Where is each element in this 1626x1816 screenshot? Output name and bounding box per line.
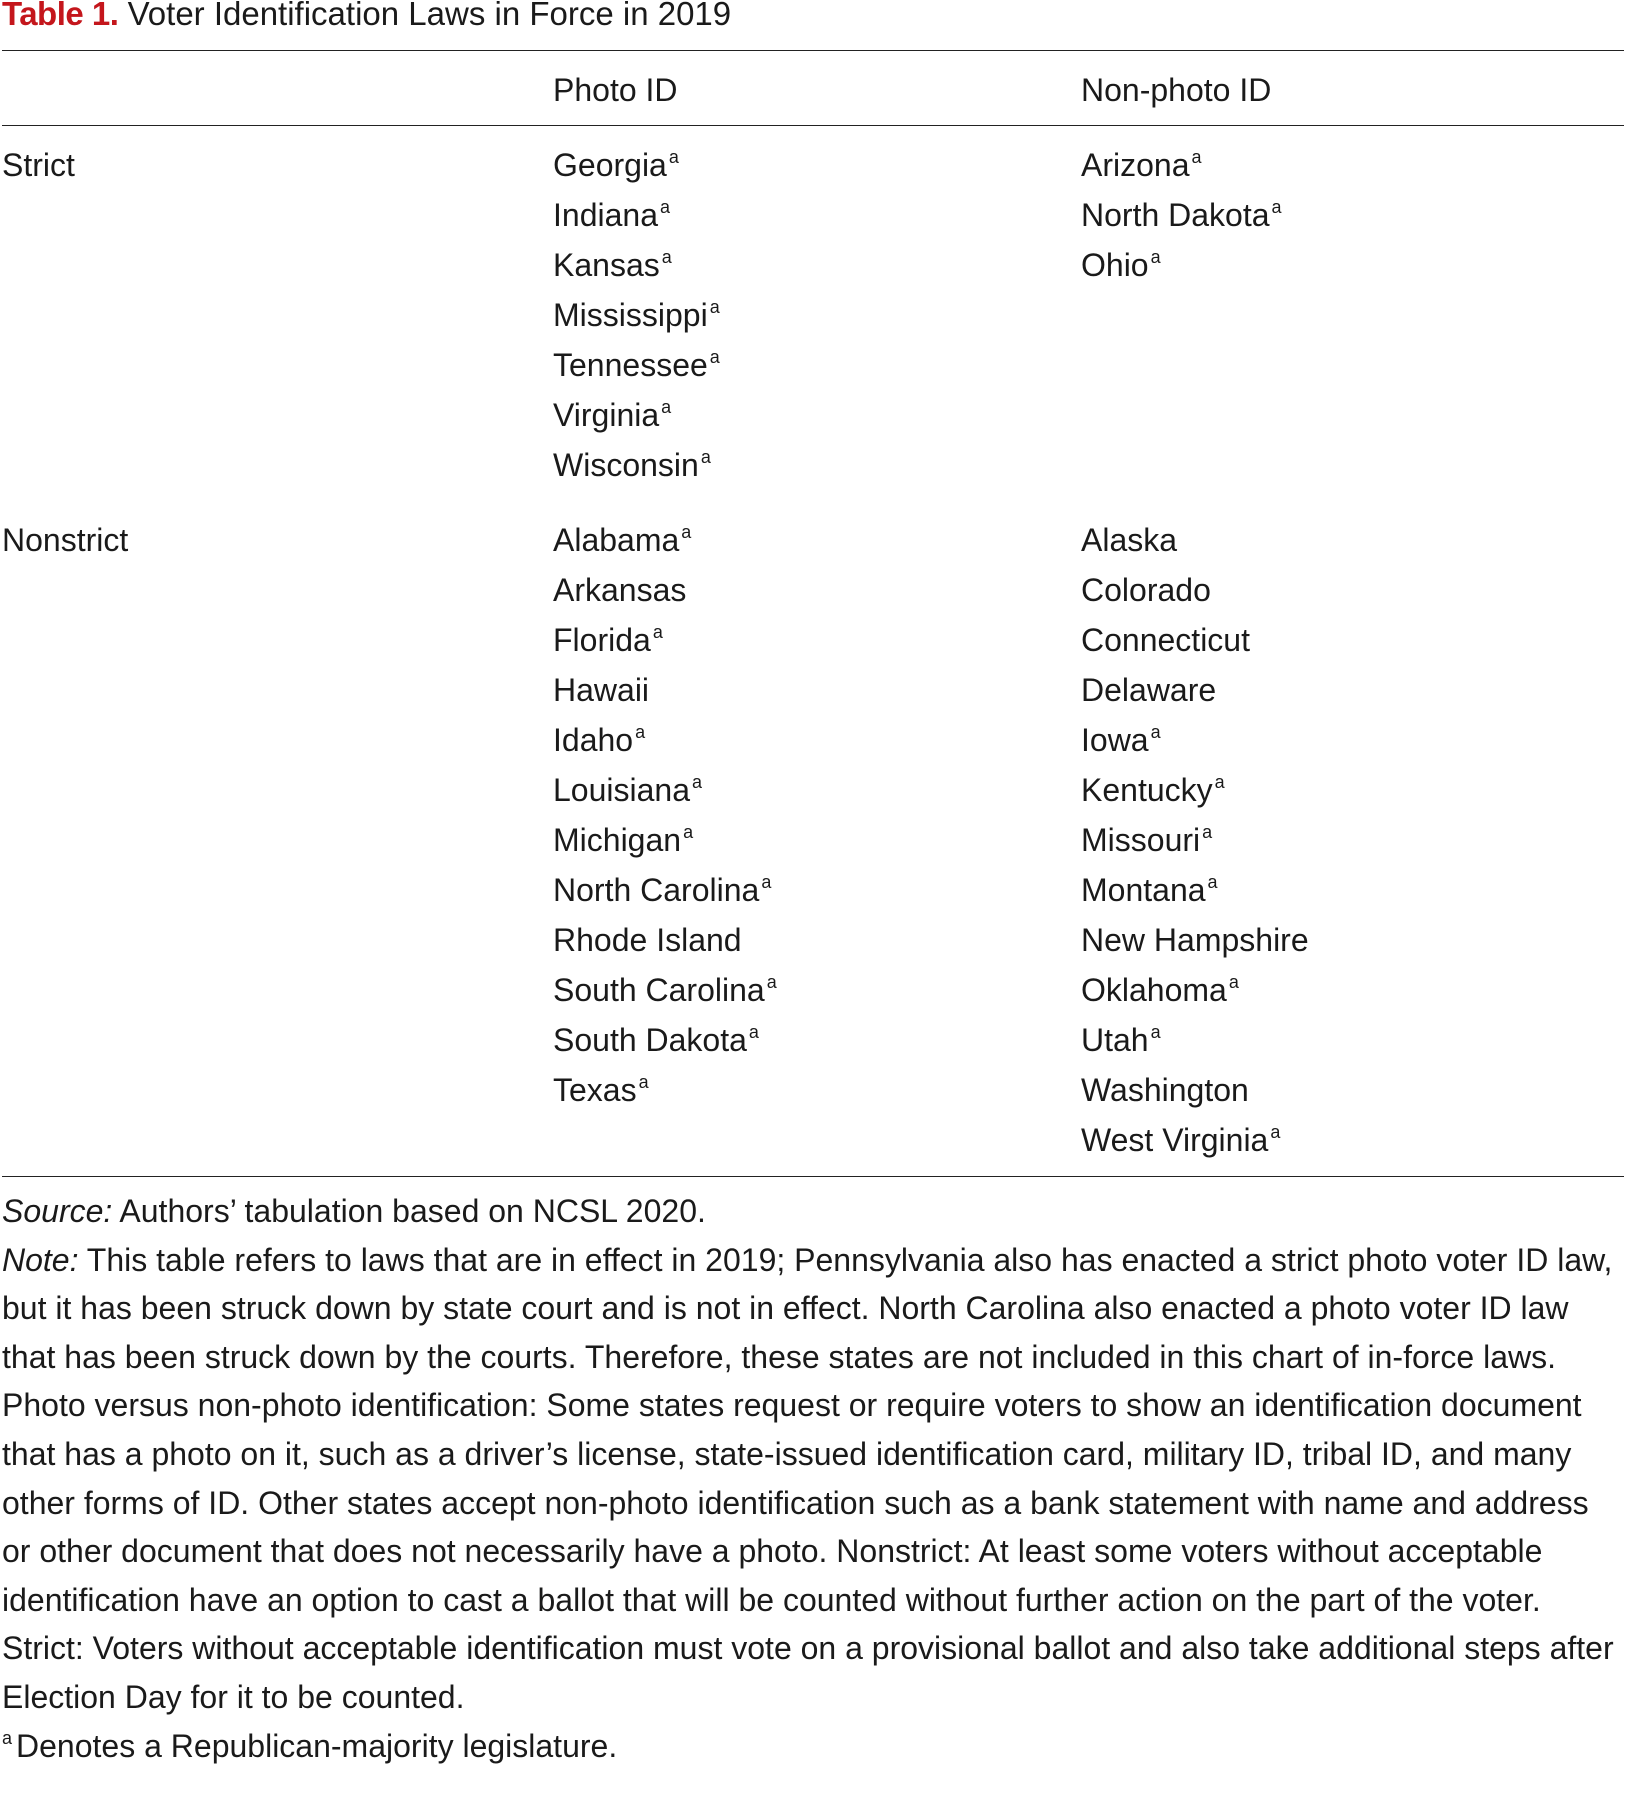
state-entry xyxy=(1081,615,1309,665)
state-name: South Dakota xyxy=(553,1022,747,1058)
state-entry xyxy=(1081,565,1309,615)
footnote xyxy=(2,1722,1624,1776)
state-name: Texas xyxy=(553,1072,637,1108)
state-entry xyxy=(1081,765,1309,815)
republican-majority-mark: a xyxy=(659,197,670,217)
state-entry xyxy=(553,290,720,340)
table-number: Table 1. xyxy=(2,0,119,32)
state-entry xyxy=(1081,1015,1309,1065)
state-entry xyxy=(553,765,777,815)
state-name: Iowa xyxy=(1081,722,1149,758)
republican-majority-mark: a xyxy=(1271,197,1282,217)
state-name: Kentucky xyxy=(1081,772,1213,808)
state-name: New Hampshire xyxy=(1081,922,1309,958)
nonstrict-non-photo-id-list xyxy=(1081,515,1309,1165)
state-name: North Dakota xyxy=(1081,197,1270,233)
republican-majority-mark: a xyxy=(748,1022,759,1042)
footnote-text: Denotes a Republican-majority legislature. xyxy=(16,1727,618,1764)
row-label-nonstrict: Nonstrict xyxy=(2,522,129,558)
republican-majority-mark: a xyxy=(638,1072,649,1092)
state-name: Missouri xyxy=(1081,822,1201,858)
republican-majority-mark: a xyxy=(1150,247,1161,267)
state-name: Hawaii xyxy=(553,672,650,708)
republican-majority-mark: a xyxy=(681,522,692,542)
header-rule xyxy=(2,125,1624,126)
state-entry xyxy=(553,965,777,1015)
republican-majority-mark: a xyxy=(1214,772,1225,792)
state-name: Florida xyxy=(553,622,651,658)
state-name: Delaware xyxy=(1081,672,1217,708)
state-entry xyxy=(553,815,777,865)
republican-majority-mark: a xyxy=(700,447,711,467)
state-entry xyxy=(553,440,720,490)
source-text: Authors’ tabulation based on NCSL 2020. xyxy=(119,1193,706,1229)
strict-non-photo-id-list xyxy=(1081,140,1282,290)
state-entry xyxy=(553,1015,777,1065)
bottom-rule xyxy=(2,1176,1624,1177)
state-name: North Carolina xyxy=(553,872,760,908)
state-entry xyxy=(1081,915,1309,965)
general-note xyxy=(2,1236,1624,1722)
republican-majority-mark: a xyxy=(766,972,777,992)
republican-majority-mark: a xyxy=(1150,722,1161,742)
state-entry xyxy=(1081,865,1309,915)
state-entry xyxy=(553,140,720,190)
state-entry xyxy=(553,340,720,390)
republican-majority-mark: a xyxy=(1202,822,1213,842)
state-name: Washington xyxy=(1081,1072,1249,1108)
state-name: Idaho xyxy=(553,722,634,758)
republican-majority-mark: a xyxy=(668,147,679,167)
republican-majority-mark: a xyxy=(1270,1122,1281,1142)
republican-majority-mark: a xyxy=(1228,972,1239,992)
state-entry xyxy=(553,515,777,565)
state-entry xyxy=(1081,815,1309,865)
republican-majority-mark: a xyxy=(652,622,663,642)
state-entry xyxy=(553,240,720,290)
republican-majority-mark: a xyxy=(709,347,720,367)
state-name: Colorado xyxy=(1081,572,1211,608)
republican-majority-mark: a xyxy=(761,872,772,892)
republican-majority-mark: a xyxy=(661,247,672,267)
top-rule xyxy=(2,50,1624,51)
republican-majority-mark: a xyxy=(709,297,720,317)
republican-majority-mark: a xyxy=(1207,872,1218,892)
row-label-strict: Strict xyxy=(2,147,75,183)
source-label: Source: xyxy=(2,1193,113,1229)
state-entry xyxy=(553,715,777,765)
state-entry xyxy=(553,190,720,240)
state-entry xyxy=(1081,1115,1309,1165)
footnote-mark: a xyxy=(2,1727,13,1748)
state-name: Mississippi xyxy=(553,297,708,333)
state-entry xyxy=(1081,240,1282,290)
state-entry xyxy=(553,665,777,715)
state-name: Arizona xyxy=(1081,147,1190,183)
state-name: Indiana xyxy=(553,197,658,233)
state-entry xyxy=(553,615,777,665)
republican-majority-mark: a xyxy=(635,722,646,742)
state-entry xyxy=(1081,515,1309,565)
state-name: Montana xyxy=(1081,872,1206,908)
state-name: Arkansas xyxy=(553,572,687,608)
state-entry xyxy=(1081,140,1282,190)
note-label: Note: xyxy=(2,1241,79,1278)
state-name: Alaska xyxy=(1081,522,1178,558)
state-name: West Virginia xyxy=(1081,1122,1269,1158)
state-entry xyxy=(553,865,777,915)
table-title xyxy=(2,0,731,34)
state-name: Michigan xyxy=(553,822,682,858)
state-entry xyxy=(553,915,777,965)
state-name: Oklahoma xyxy=(1081,972,1227,1008)
state-name: Louisiana xyxy=(553,772,690,808)
state-name: Georgia xyxy=(553,147,667,183)
republican-majority-mark: a xyxy=(661,397,672,417)
state-entry xyxy=(1081,190,1282,240)
state-name: Utah xyxy=(1081,1022,1149,1058)
state-name: Alabama xyxy=(553,522,680,558)
state-entry xyxy=(553,390,720,440)
column-header-photo-id: Photo ID xyxy=(553,72,678,108)
table-caption: Voter Identification Laws in Force in 2019 xyxy=(127,0,732,32)
state-name: South Carolina xyxy=(553,972,765,1008)
republican-majority-mark: a xyxy=(1191,147,1202,167)
state-entry xyxy=(1081,715,1309,765)
state-entry xyxy=(553,565,777,615)
nonstrict-photo-id-list xyxy=(553,515,777,1115)
note-text: This table refers to laws that are in effect in 2019; Pennsylvania also has enacted a strict photo voter ID law, but it has been struck down by state court and is not in effect. North Carolina also enacted a photo voter ID law that has been struck down by the courts. Therefore, these states are not included in this chart of in-force laws. Photo versus non-photo identification: Some states request or require voters to show an identification document that has a photo on it, such as a driver’s license, state-issued identification card, military ID, tribal ID, and many other forms of ID. Other states accept non-photo identification such as a bank statement with name and address or other document that does not necessarily have a photo. Nonstrict: At least some voters without acceptable identification have an option to cast a ballot that will be counted without further action on the part of the voter. Strict: Voters without acceptable identification must vote on a provisional ballot and also take additional steps after Election Day for it to be counted. xyxy=(2,1241,1614,1715)
strict-photo-id-list xyxy=(553,140,720,490)
state-name: Kansas xyxy=(553,247,660,283)
state-entry xyxy=(553,1065,777,1115)
republican-majority-mark: a xyxy=(1150,1022,1161,1042)
state-name: Rhode Island xyxy=(553,922,742,958)
state-name: Wisconsin xyxy=(553,447,699,483)
state-name: Connecticut xyxy=(1081,622,1250,658)
republican-majority-mark: a xyxy=(692,772,703,792)
state-entry xyxy=(1081,665,1309,715)
state-entry xyxy=(1081,965,1309,1015)
state-entry xyxy=(1081,1065,1309,1115)
republican-majority-mark: a xyxy=(683,822,694,842)
table-notes xyxy=(2,1187,1624,1775)
column-header-non-photo-id: Non-photo ID xyxy=(1081,72,1272,108)
source-note xyxy=(2,1187,1624,1236)
state-name: Tennessee xyxy=(553,347,708,383)
state-name: Virginia xyxy=(553,397,660,433)
state-name: Ohio xyxy=(1081,247,1149,283)
